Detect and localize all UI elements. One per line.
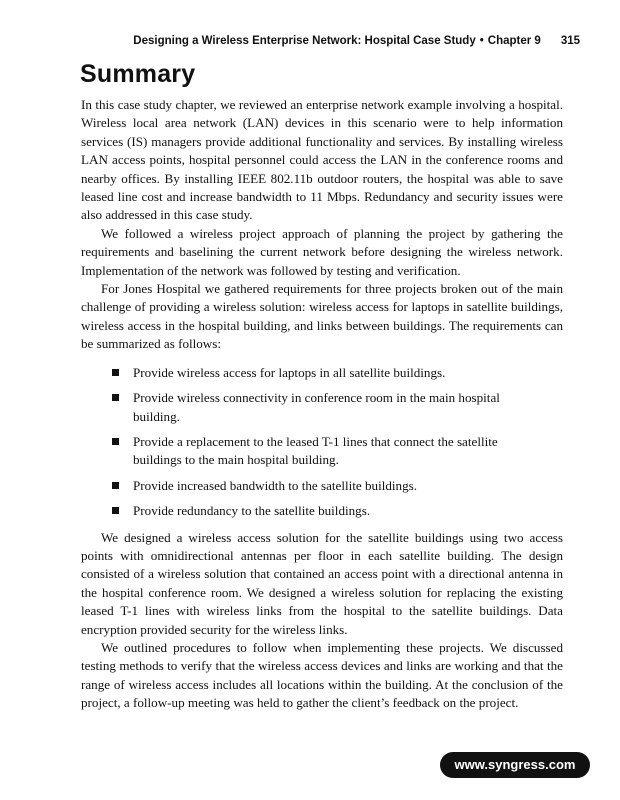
list-item-text: Provide wireless connectivity in conference room in the main hospital building. (133, 390, 500, 424)
square-bullet-icon (112, 507, 119, 514)
paragraph: We designed a wireless access solution for the satellite buildings using two access points with omnidirectional antennas per floor in each satellite building. The design consisted of a wireless solution that contained an access point with a directional antenna in the hospital conference room. We designed a wireless solution for replacing the existing leased T-1 lines with wireless links from the hospital to the satellite buildings. Data encryption provided security for the wireless links. (81, 529, 563, 637)
list-item (81, 477, 563, 495)
list-item (81, 389, 563, 426)
square-bullet-icon (112, 482, 119, 489)
square-bullet-icon (112, 438, 119, 445)
running-header (80, 35, 580, 53)
paragraph: We outlined procedures to follow when implementing these projects. We discussed testing methods to verify that the wireless access devices and links are working and that the range of wireless access includes all locations within the building. At the conclusion of the project, a follow-up meeting was held to gather the client’s feedback on the project. (81, 639, 563, 711)
list-item (81, 502, 563, 520)
header-separator: • (479, 35, 484, 47)
list-item-text: Provide increased bandwidth to the satellite buildings. (133, 477, 418, 493)
list-item-text: Provide a replacement to the leased T-1 lines that connect the satellite buildings to the main hospital building. (133, 433, 498, 468)
running-title: Designing a Wireless Enterprise Network: Hospital Case Study (133, 35, 476, 47)
list-item (81, 364, 563, 382)
requirements-list (81, 364, 563, 521)
list-item (81, 433, 563, 470)
website-badge[interactable]: www.syngress.com (440, 752, 590, 778)
paragraph: We followed a wireless project approach of planning the project by gathering the requirements and baselining the current network before designing the wireless network. Implementation of the network was followed by testing and verification. (81, 225, 563, 278)
page-number: 315 (560, 35, 580, 47)
paragraph: For Jones Hospital we gathered requirements for three projects broken out of the main challenge of providing a wireless solution: wireless access for laptops in satellite buildings, wireless access in the hospital building, and links between buildings. The requirements can be summarized as follows: (81, 281, 563, 352)
list-item-text: Provide redundancy to the satellite buildings. (133, 503, 371, 519)
chapter-label: Chapter 9 (487, 35, 541, 47)
square-bullet-icon (112, 394, 119, 401)
list-item-text: Provide wireless access for laptops in all satellite buildings. (133, 364, 446, 380)
section-title: Summary (80, 60, 196, 88)
body-text (81, 96, 563, 713)
square-bullet-icon (112, 369, 119, 376)
paragraph: In this case study chapter, we reviewed an enterprise network example involving a hospital. Wireless local area network (LAN) devices in this scenario were to help information services (IS) managers provide additional functionality and services. By installing wireless LAN access points, hospital personnel could access the LAN in the conference rooms and nearby offices. By installing IEEE 802.11b outdoor routers, the hospital was able to save leased line cost and increase bandwidth to 11 Mbps. Redundancy and security issues were also addressed in this case study. (81, 97, 563, 223)
